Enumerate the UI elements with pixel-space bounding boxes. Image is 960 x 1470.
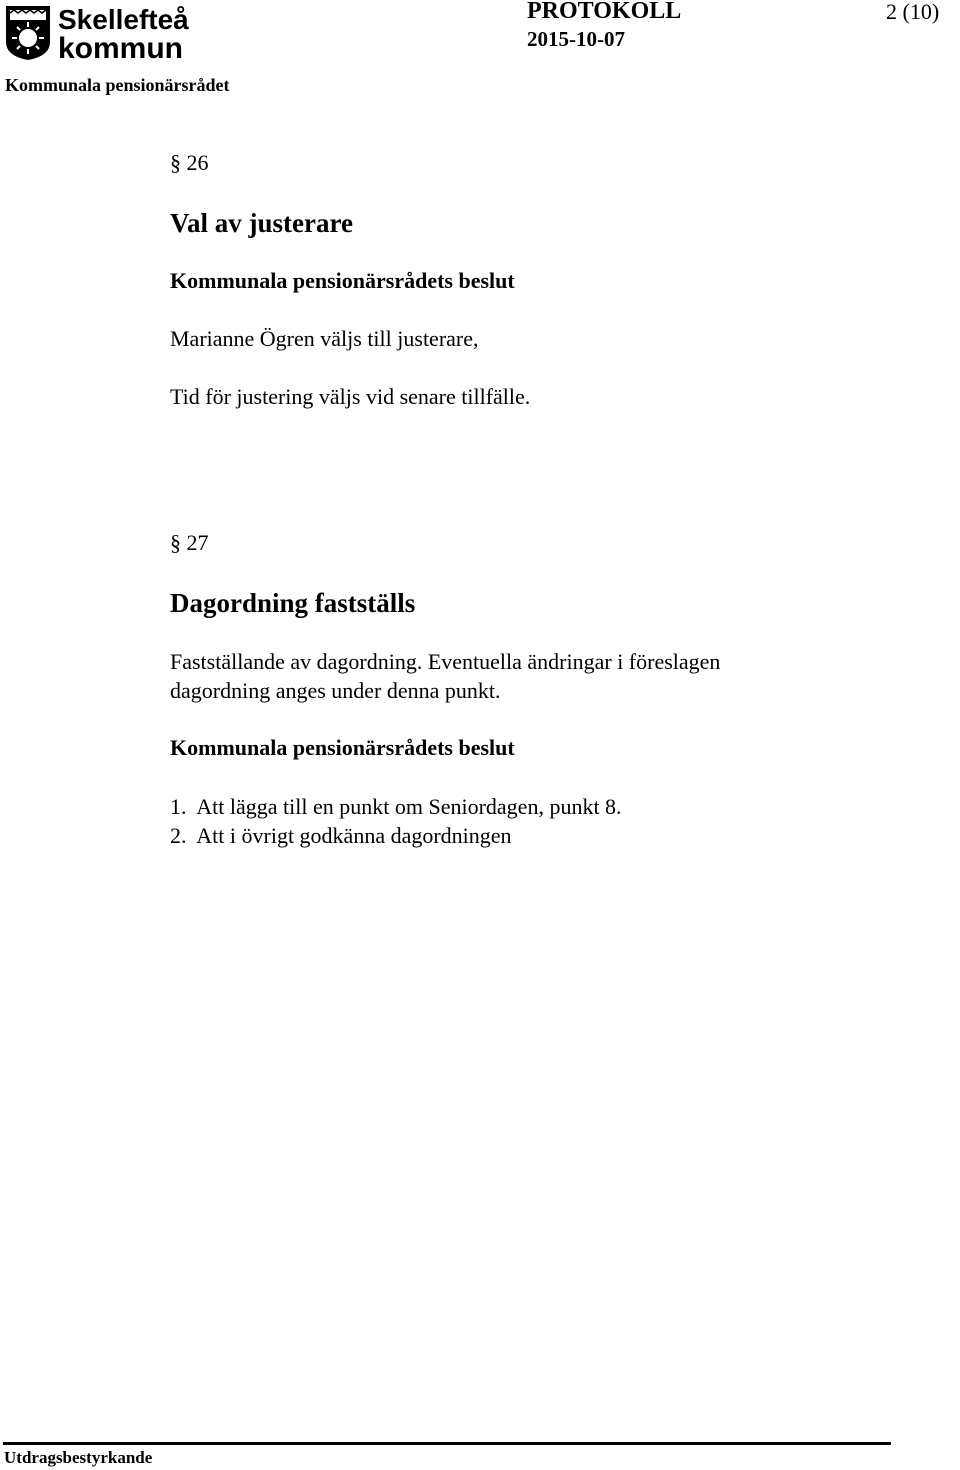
document-date: 2015-10-07 — [527, 27, 625, 51]
municipality-logo — [4, 2, 204, 62]
decision-item: 1. Att lägga till en punkt om Seniordagen, punkt 8. — [170, 794, 622, 819]
decision-item: 2. Att i övrigt godkänna dagordningen — [170, 823, 512, 848]
logo-text-line1: Skellefteå — [58, 4, 189, 35]
paragraph-number: § 26 — [170, 150, 209, 175]
body-text-line: dagordning anges under denna punkt. — [170, 678, 501, 703]
body-text-line: Fastställande av dagordning. Eventuella ändringar i föreslagen — [170, 649, 721, 674]
page-number: 2 (10) — [886, 0, 940, 24]
section-title: Dagordning fastställs — [170, 588, 416, 618]
body-text-line: Tid för justering väljs vid senare tillfälle. — [170, 384, 531, 409]
footer-label: Utdragsbestyrkande — [4, 1448, 153, 1467]
committee-name: Kommunala pensionärsrådet — [5, 75, 230, 95]
body-text-line: Marianne Ögren väljs till justerare, — [170, 326, 479, 351]
logo-text-line2: kommun — [58, 32, 184, 62]
decision-heading: Kommunala pensionärsrådets beslut — [170, 735, 515, 760]
decision-heading: Kommunala pensionärsrådets beslut — [170, 268, 515, 293]
section-title: Val av justerare — [170, 208, 353, 238]
logo-graphic — [4, 2, 204, 62]
footer-divider — [3, 1442, 891, 1445]
document-type: PROTOKOLL — [527, 0, 682, 24]
paragraph-number: § 27 — [170, 530, 209, 555]
